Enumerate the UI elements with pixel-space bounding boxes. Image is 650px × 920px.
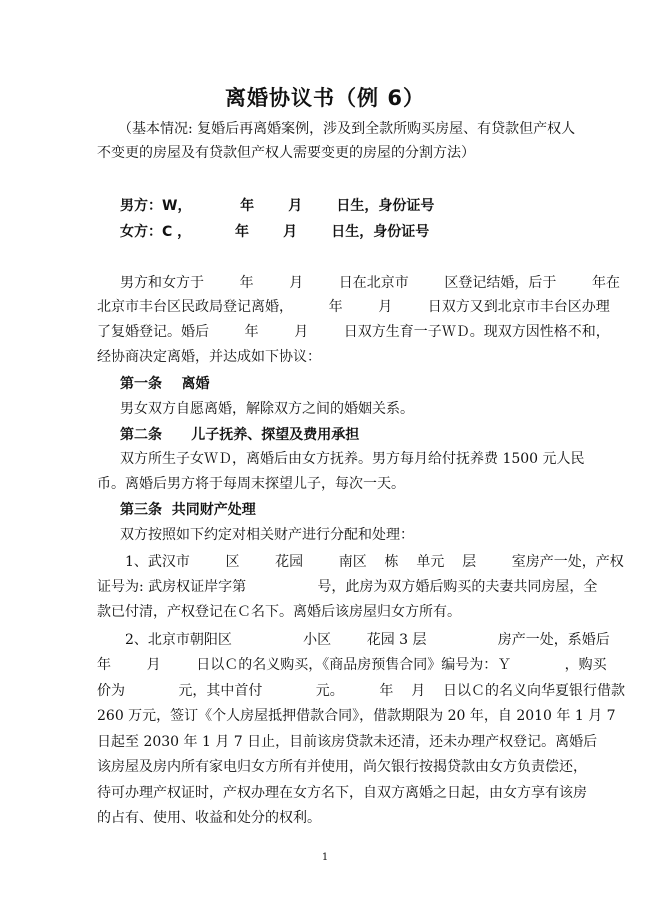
item2-line-5: 日起至 2030 年 1 月 7 日止，目前该房贷款未还清，还未办理产权登记。离婚后	[97, 734, 598, 750]
article3-intro: 双方按照如下约定对相关财产进行分配和处理：	[120, 527, 414, 543]
article2-line-1: 双方所生子女ＷＤ，离婚后由女方抚养。男方每月给付抚养费 1500 元人民	[120, 451, 585, 467]
item1-line-2: 证号为: 武房权证岸字第 号，此房为双方婚后购买的夫妻共同房屋，全	[97, 579, 598, 595]
item2-line-7: 待可办理产权证时，产权办理在女方名下，自双方离婚之日起，由女方享有该房	[97, 785, 587, 801]
para1-line-2: 北京市丰台区民政局登记离婚， 年 月 日双方又到北京市丰台区办理	[97, 299, 610, 315]
item2-line-1: 2、北京市朝阳区 小区 花园 3 层 房产一处，系婚后	[125, 632, 610, 648]
intro-line-1: （基本情况: 复婚后再离婚案例，涉及到全款所购买房屋、有贷款但产权人	[118, 121, 576, 137]
item2-line-6: 该房屋及房内所有家电归女方所有并使用，尚欠银行按揭贷款由女方负责偿还，	[97, 759, 587, 775]
male-party-line: 男方：W， 年 月 日生，身份证号	[120, 198, 435, 214]
article2-line-2: 币。离婚后男方将于每周末探望儿子，每次一天。	[97, 476, 405, 492]
item2-line-4: 260 万元，签订《个人房屋抵押借款合同》，借款期限为 20 年，自 2010 年 1 月 7	[97, 708, 616, 724]
para1-line-4: 经协商决定离婚，并达成如下协议：	[97, 349, 321, 365]
article3-heading: 第三条 共同财产处理	[120, 502, 256, 518]
para1-line-1: 男方和女方于 年 月 日在北京市 区登记结婚，后于 年在	[120, 275, 621, 291]
para1-line-3: 了复婚登记。婚后 年 月 日双方生育一子ＷＤ。现双方因性格不和，	[97, 324, 610, 340]
article1-heading: 第一条 离婚	[120, 376, 210, 392]
document-title: 离婚协议书（例 6）	[225, 86, 425, 110]
item2-line-8: 的占有、使用、收益和处分的权利。	[97, 810, 321, 826]
item2-line-3: 价为 元，其中首付 元。 年 月 日以Ｃ的名义向华夏银行借款	[97, 683, 626, 699]
item1-line-1: 1、武汉市 区 花园 南区 栋 单元 层 室房产一处，产权	[125, 554, 624, 570]
page-number: 1	[321, 852, 329, 863]
item2-line-2: 年 月 日以Ｃ的名义购买，《商品房预售合同》编号为：Ｙ ，购买	[97, 657, 607, 673]
female-party-line: 女方：C ， 年 月 日生，身份证号	[120, 224, 430, 240]
intro-line-2: 不变更的房屋及有贷款但产权人需要变更的房屋的分割方法）	[97, 145, 475, 161]
item1-line-3: 款已付清，产权登记在Ｃ名下。离婚后该房屋归女方所有。	[97, 604, 461, 620]
article1-text: 男女双方自愿离婚，解除双方之间的婚姻关系。	[120, 401, 414, 417]
article2-heading: 第二条 儿子抚养、探望及费用承担	[120, 427, 360, 443]
